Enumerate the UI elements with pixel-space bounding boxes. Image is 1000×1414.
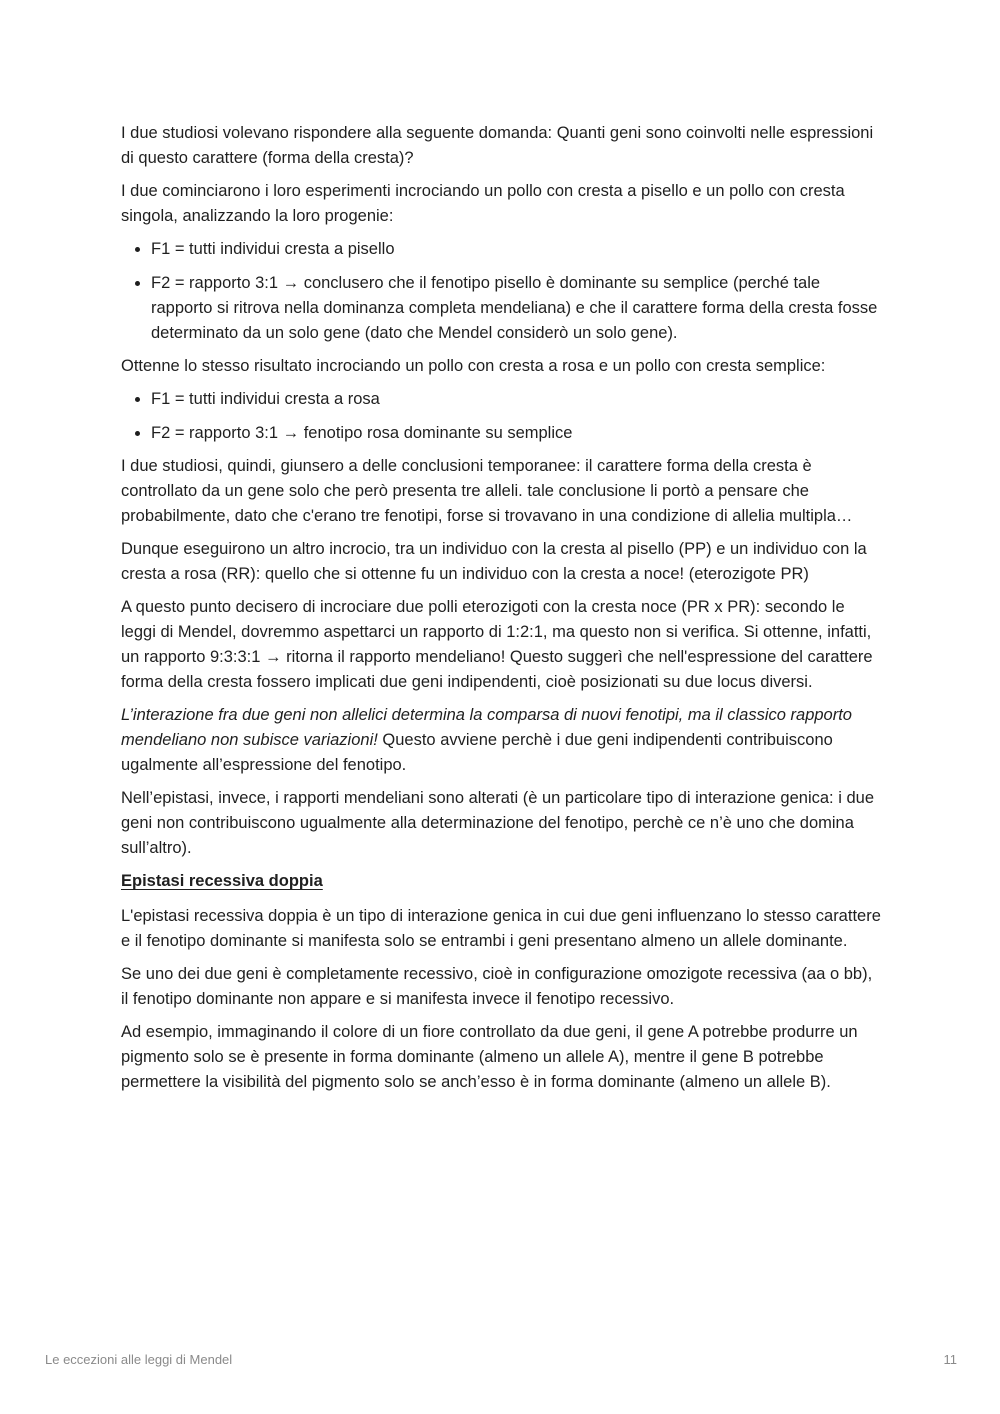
section-heading: Epistasi recessiva doppia bbox=[121, 872, 323, 890]
bullet-list bbox=[121, 237, 881, 346]
page-number: 11 bbox=[943, 1352, 957, 1367]
list-item: • F2 = rapporto 3:1 → conclusero che il fenotipo pisello è dominante su semplice (perché tale rapporto si ritrova nella dominanza completa mendeliana) e che il carattere forma della cresta fosse determinato da un solo gene (dato che Mendel considerò un solo gene). bbox=[151, 271, 881, 346]
bullet-list bbox=[121, 387, 881, 446]
paragraph: Se uno dei due geni è completamente recessivo, cioè in configurazione omozigote recessiva (aa o bb), il fenotipo dominante non appare e si manifesta invece il fenotipo recessivo. bbox=[121, 965, 873, 1008]
document-body bbox=[121, 121, 881, 1103]
paragraph: Nell’epistasi, invece, i rapporti mendeliani sono alterati (è un particolare tipo di interazione genica: i due geni non contribuiscono ugualmente alla determinazione del fenotipo, perchè ce n’è uno che domina sull’altro). bbox=[121, 789, 875, 857]
footer-title: Le eccezioni alle leggi di Mendel bbox=[45, 1352, 233, 1367]
list-item: • F1 = tutti individui cresta a pisello bbox=[151, 237, 881, 262]
paragraph: Ad esempio, immaginando il colore di un fiore controllato da due geni, il gene A potrebbe produrre un pigmento solo se è presente in forma dominante (almeno un allele A), mentre il gene B potrebbe permettere la visibilità del pigmento solo se anch’esso è in forma dominante (almeno un allele B). bbox=[121, 1023, 858, 1091]
paragraph: I due studiosi volevano rispondere alla seguente domanda: Quanti geni sono coinvolti nelle espressioni di questo carattere (forma della cresta)? bbox=[121, 124, 874, 167]
paragraph: Dunque eseguirono un altro incrocio, tra un individuo con la cresta al pisello (PP) e un individuo con la cresta a rosa (RR): quello che si ottenne fu un individuo con la cresta a noce! (eterozigote PR) bbox=[121, 540, 867, 583]
paragraph-text: Questo avviene perchè i due geni indipendenti contribuiscono ugalmente all’espressione del fenotipo. bbox=[121, 731, 833, 774]
paragraph bbox=[121, 703, 881, 778]
list-item: • F2 = rapporto 3:1 → fenotipo rosa dominante su semplice bbox=[151, 421, 881, 446]
paragraph: I due studiosi, quindi, giunsero a delle conclusioni temporanee: il carattere forma della cresta è controllato da un gene solo che però presenta tre alleli. tale conclusione li portò a pensare che probabilmente, dato che c'erano tre fenotipi, forse si trovavano in una condizione di allelia multipla… bbox=[121, 457, 853, 525]
paragraph: A questo punto decisero di incrociare due polli eterozigoti con la cresta noce (PR x PR): secondo le leggi di Mendel, dovremmo aspettarci un rapporto di 1:2:1, ma questo non si verifica. Si ottenne, infatti, un rapporto 9:3:3:1 → ritorna il rapporto mendeliano! Questo suggerì che nell'espressione del carattere forma della cresta fossero implicati due geni indipendenti, cioè posizionati su due locus diversi. bbox=[121, 598, 873, 691]
paragraph: I due cominciarono i loro esperimenti incrociando un pollo con cresta a pisello e un pollo con cresta singola, analizzando la loro progenie: bbox=[121, 182, 845, 225]
italic-statement: L’interazione fra due geni non allelici determina la comparsa di nuovi fenotipi, ma il classico rapporto mendeliano non subisce variazioni! bbox=[121, 706, 852, 749]
list-item: • F1 = tutti individui cresta a rosa bbox=[151, 387, 881, 412]
paragraph: Ottenne lo stesso risultato incrociando un pollo con cresta a rosa e un pollo con cresta semplice: bbox=[121, 357, 826, 375]
page-footer bbox=[45, 1352, 957, 1367]
paragraph: L'epistasi recessiva doppia è un tipo di interazione genica in cui due geni influenzano lo stesso carattere e il fenotipo dominante si manifesta solo se entrambi i geni presentano almeno un allele dominante. bbox=[121, 907, 881, 950]
